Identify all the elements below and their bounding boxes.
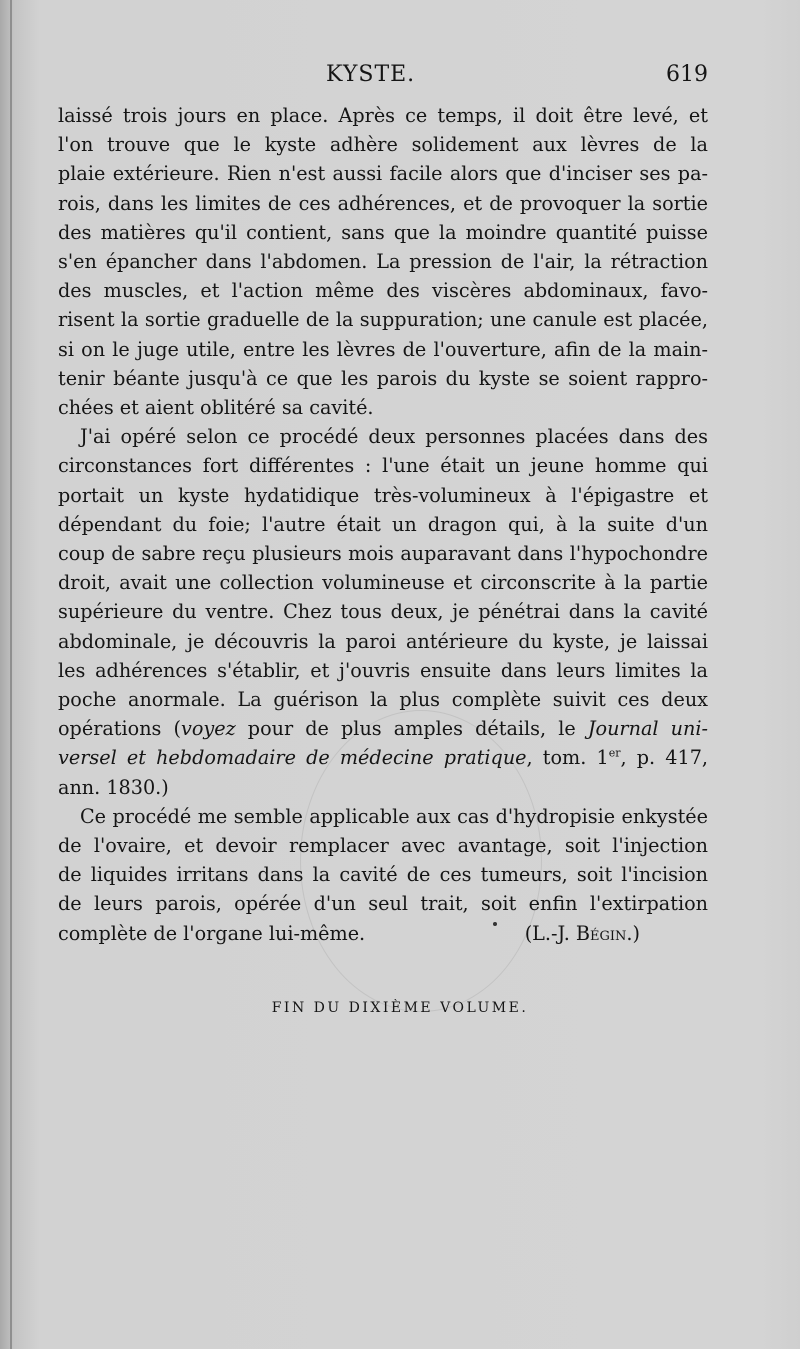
body-text bbox=[58, 101, 708, 948]
text-line: des muscles, et l'action même des viscères abdominaux, favo- bbox=[58, 279, 708, 303]
superscript: er bbox=[608, 747, 621, 761]
signature-name: Bégin bbox=[575, 921, 627, 945]
text-line: chées et aient oblitéré sa cavité. bbox=[58, 396, 374, 420]
text-line: des matières qu'il contient, sans que la moindre quantité puisse bbox=[58, 220, 708, 244]
text-line: supérieure du ventre. Chez tous deux, je pénétrai dans la cavité bbox=[58, 600, 708, 624]
text-line bbox=[58, 743, 708, 772]
closing-line bbox=[58, 919, 708, 948]
page-number: 619 bbox=[666, 62, 708, 87]
text-line: portait un kyste hydatidique très-volumineux à l'épigastre et bbox=[58, 483, 708, 507]
text-line: circonstances fort différentes : l'une était un jeune homme qui bbox=[58, 454, 708, 478]
text-line bbox=[58, 714, 708, 743]
text-run: pour de plus amples détails, le bbox=[235, 717, 588, 741]
text-run: , tom. 1 bbox=[526, 746, 609, 770]
text-line: rois, dans les limites de ces adhérences, et de provoquer la sortie bbox=[58, 191, 708, 215]
journal-title-part-1: Journal uni- bbox=[587, 717, 708, 741]
text-run: complète de l'organe lui-même. bbox=[58, 921, 366, 945]
paragraph-1 bbox=[58, 101, 708, 422]
text-line: Ce procédé me semble applicable aux cas d'hydropisie enkystée bbox=[80, 804, 708, 828]
text-line: abdominale, je découvris la paroi antérieure du kyste, je laissai bbox=[58, 629, 708, 653]
end-of-volume-note: FIN DU DIXIÈME VOLUME. bbox=[271, 1000, 529, 1016]
italic-run: voyez bbox=[181, 717, 236, 741]
text-line: tenir béante jusqu'à ce que les parois du kyste se soient rappro- bbox=[58, 366, 708, 390]
paragraph-3 bbox=[58, 802, 708, 948]
text-line: s'en épancher dans l'abdomen. La pression de l'air, la rétraction bbox=[58, 250, 708, 274]
page-fold-shadow bbox=[10, 0, 12, 1349]
text-line: de leurs parois, opérée d'un seul trait, soit enfin l'extirpation bbox=[58, 892, 708, 916]
signature-open: (L.-J. bbox=[524, 921, 576, 945]
text-line: poche anormale. La guérison la plus complète suivit ces deux bbox=[58, 688, 708, 712]
text-line: coup de sabre reçu plusieurs mois auparavant dans l'hypochondre bbox=[58, 542, 708, 566]
text-line: l'on trouve que le kyste adhère solidement aux lèvres de la bbox=[58, 133, 708, 157]
text-line: de liquides irritans dans la cavité de ces tumeurs, soit l'incision bbox=[58, 863, 708, 887]
text-run: , p. 417, bbox=[620, 746, 709, 770]
text-line: risent la sortie graduelle de la suppuration; une canule est placée, bbox=[58, 308, 708, 332]
text-line: ann. 1830.) bbox=[58, 775, 169, 799]
running-head: KYSTE. bbox=[326, 62, 416, 87]
text-line: droit, avait une collection volumineuse et circonscrite à la partie bbox=[58, 571, 708, 595]
journal-title-part-2: versel et hebdomadaire de médecine pratique bbox=[58, 746, 527, 770]
paragraph-2 bbox=[58, 422, 708, 802]
text-line: les adhérences s'établir, et j'ouvris ensuite dans leurs limites la bbox=[58, 658, 708, 682]
text-line: si on le juge utile, entre les lèvres de l'ouverture, afin de la main- bbox=[58, 337, 708, 361]
text-line: laissé trois jours en place. Après ce temps, il doit être levé, et bbox=[58, 104, 708, 127]
page-header bbox=[58, 62, 708, 92]
text-run: opérations ( bbox=[58, 717, 181, 741]
printer-mark bbox=[493, 922, 497, 926]
text-line: plaie extérieure. Rien n'est aussi facile alors que d'inciser ses pa- bbox=[58, 162, 708, 186]
text-line: J'ai opéré selon ce procédé deux personnes placées dans des bbox=[80, 425, 708, 449]
text-line: dépendant du foie; l'autre était un dragon qui, à la suite d'un bbox=[58, 512, 708, 536]
signature-close: .) bbox=[626, 921, 640, 945]
author-signature bbox=[525, 919, 640, 948]
text-line: de l'ovaire, et devoir remplacer avec avantage, soit l'injection bbox=[58, 834, 708, 858]
